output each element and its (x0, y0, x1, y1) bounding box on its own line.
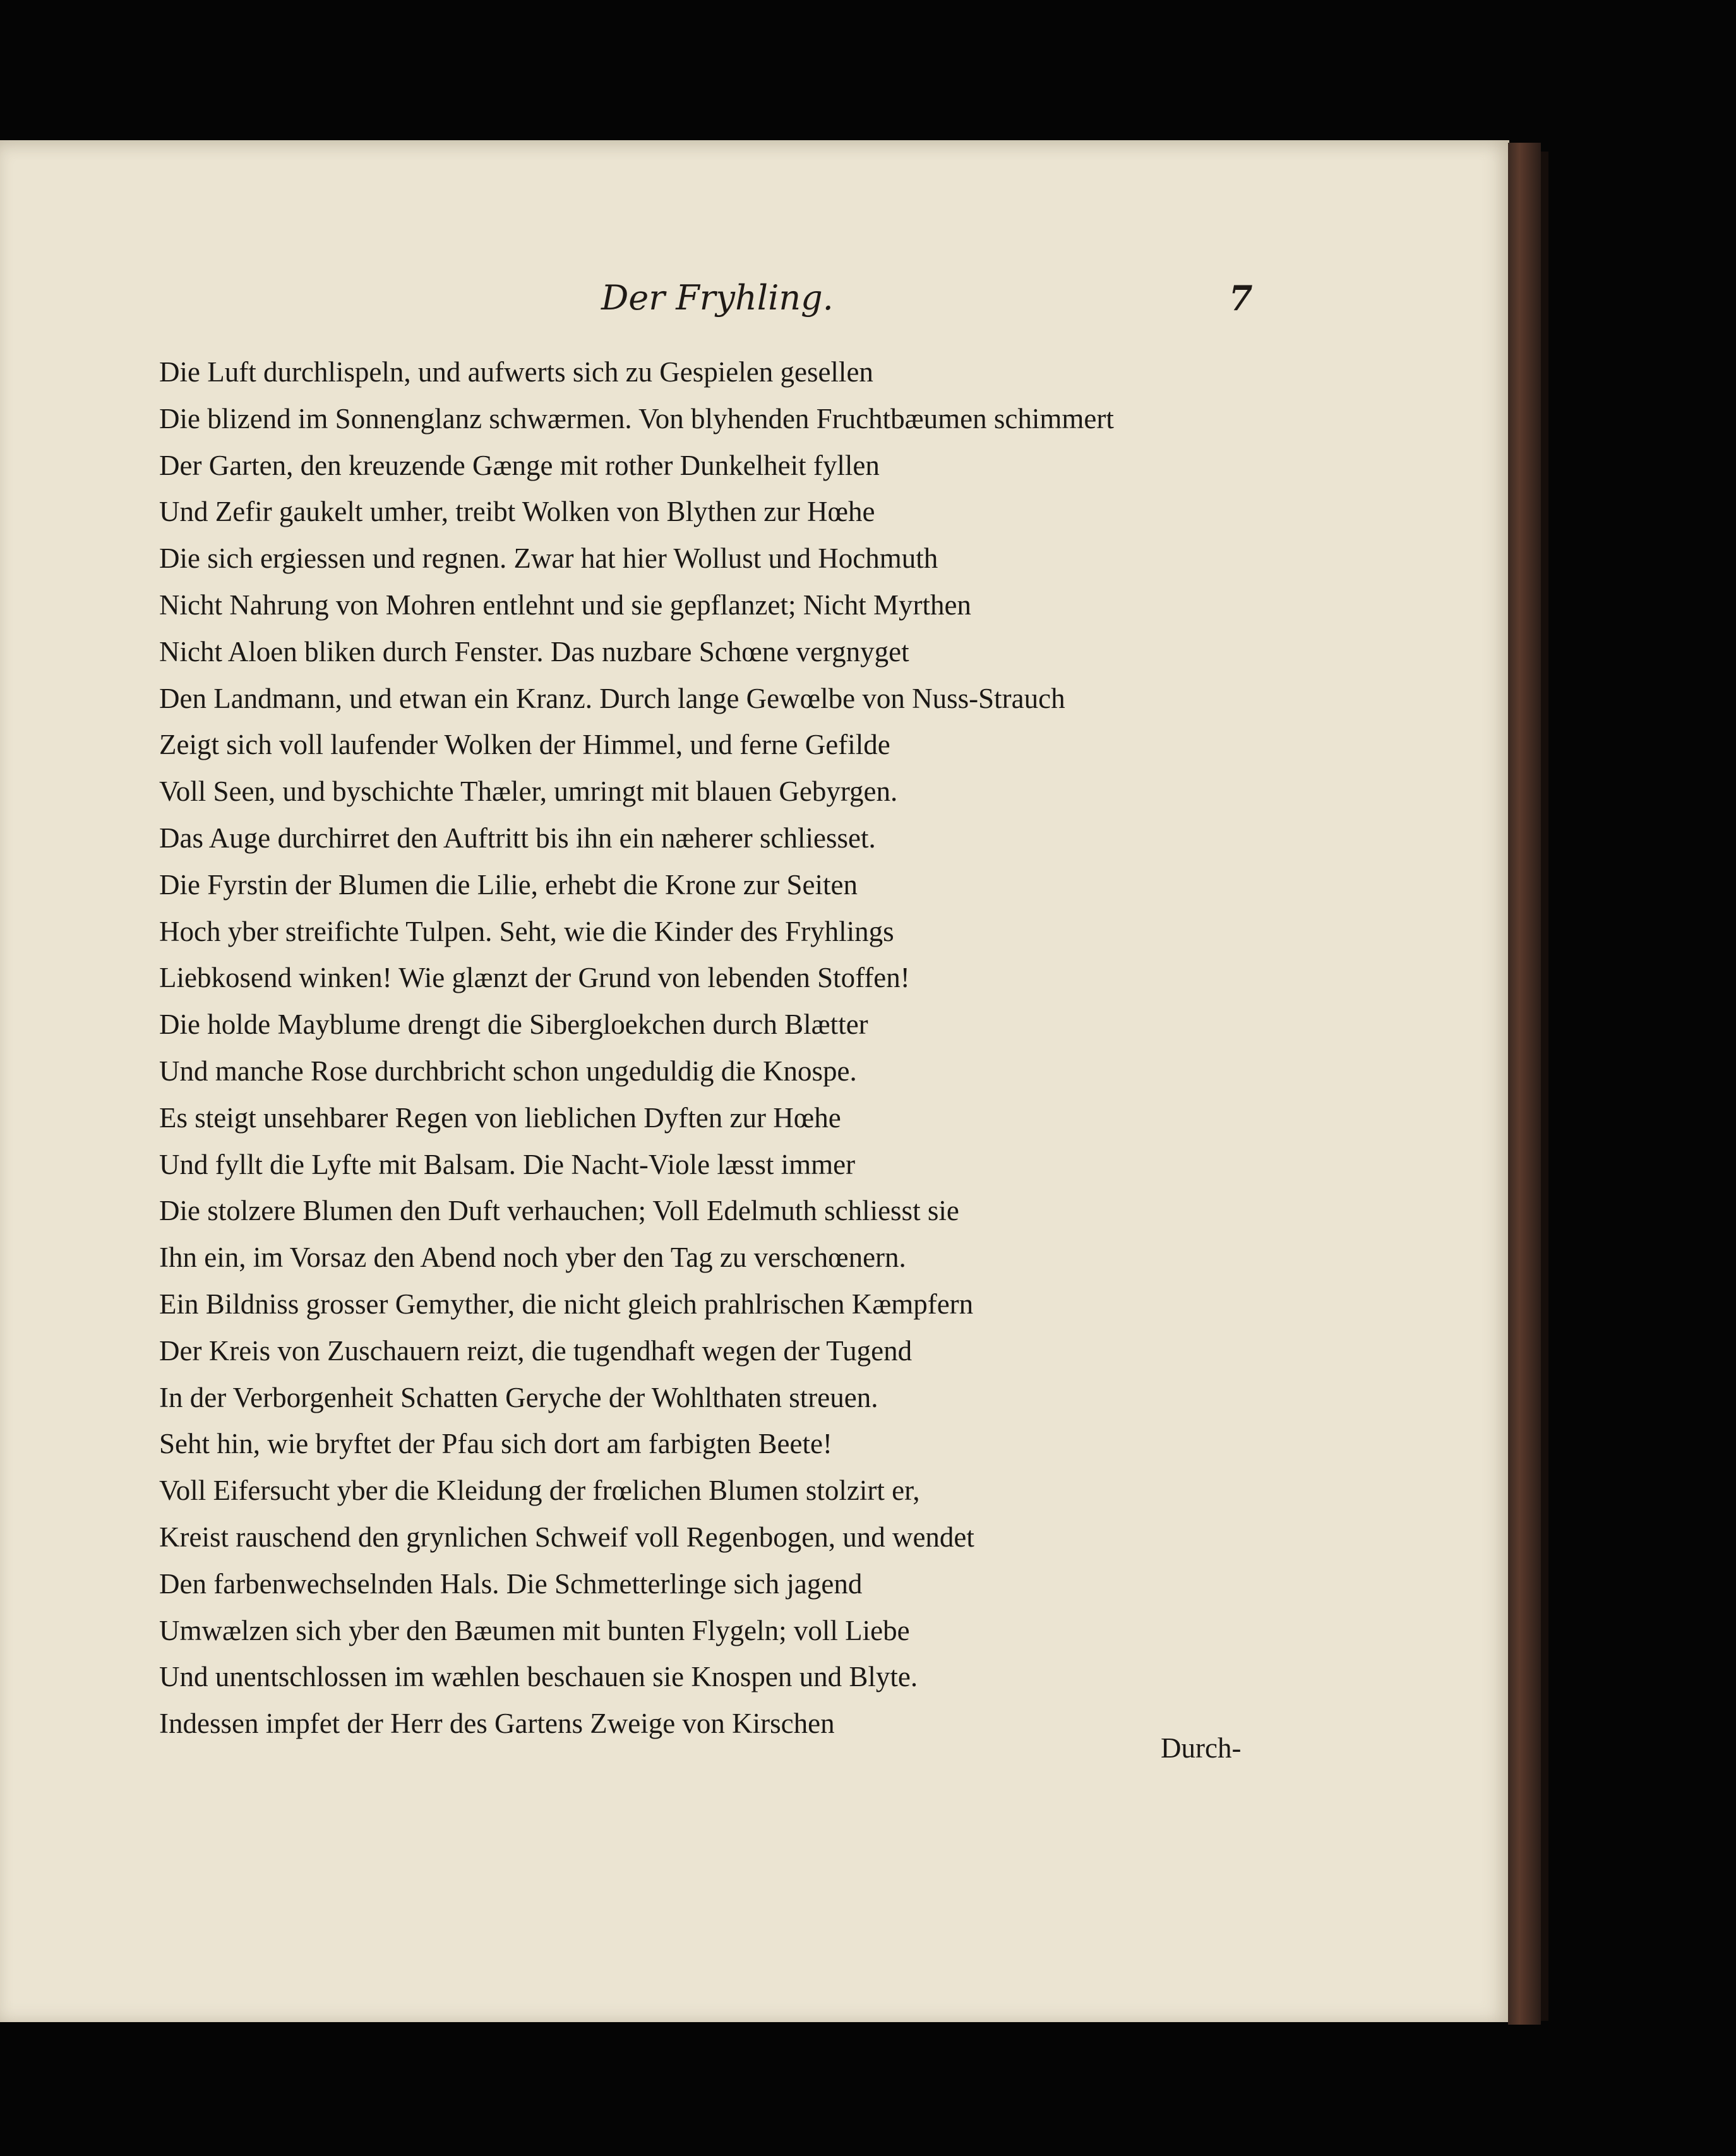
poem-text (159, 349, 1271, 1747)
verse-line: Die blizend im Sonnenglanz schwærmen. Von blyhenden Fruchtbæumen schimmert (159, 402, 1114, 434)
verse-line: Den farbenwechselnden Hals. Die Schmetterlinge sich jagend (159, 1567, 863, 1600)
verse-line: Umwælzen sich yber den Bæumen mit bunten Flygeln; voll Liebe (159, 1614, 910, 1646)
verse-line: Die holde Mayblume drengt die Sibergloekchen durch Blætter (159, 1009, 868, 1041)
verse-line: Kreist rauschend den grynlichen Schweif voll Regenbogen, und wendet (159, 1521, 974, 1553)
verse-line: Zeigt sich voll laufender Wolken der Himmel, und ferne Gefilde (159, 729, 890, 761)
verse-line: Indessen impfet der Herr des Gartens Zweige von Kirschen (159, 1708, 835, 1740)
verse-line: Die sich ergiessen und regnen. Zwar hat hier Wollust und Hochmuth (159, 542, 938, 575)
verse-line: Den Landmann, und etwan ein Kranz. Durch lange Gewœlbe von Nuss-Strauch (159, 682, 1065, 714)
verse-line: Die Luft durchlispeln, und aufwerts sich zu Gespielen gesellen (159, 356, 873, 388)
verse-line: Voll Seen, und byschichte Thæler, umringt mit blauen Gebyrgen. (159, 776, 898, 808)
verse-line: Liebkosend winken! Wie glænzt der Grund von lebenden Stoffen! (159, 962, 910, 994)
verse-line: Ein Bildniss grosser Gemyther, die nicht gleich prahlrischen Kæmpfern (159, 1288, 974, 1320)
verse-line: In der Verborgenheit Schatten Geryche der Wohlthaten streuen. (159, 1381, 878, 1413)
verse-line: Der Kreis von Zuschauern reizt, die tugendhaft wegen der Tugend (159, 1334, 913, 1367)
catchword: Durch- (1161, 1732, 1242, 1764)
verse-line: Der Garten, den kreuzende Gænge mit rother Dunkelheit fyllen (159, 449, 880, 481)
verse-line: Und manche Rose durchbricht schon ungeduldig die Knospe. (159, 1055, 857, 1087)
page-edge-shadow (1541, 152, 1548, 2021)
page-number: 7 (1229, 278, 1253, 318)
verse-line: Und Zefir gaukelt umher, treibt Wolken von Blythen zur Hœhe (159, 496, 875, 528)
verse-line: Und fyllt die Lyfte mit Balsam. Die Nacht-Viole læsst immer (159, 1148, 856, 1180)
verse-line: Nicht Nahrung von Mohren entlehnt und sie gepflanzet; Nicht Myrthen (159, 589, 971, 621)
verse-line: Seht hin, wie bryftet der Pfau sich dort am farbigten Beete! (159, 1428, 832, 1460)
verse-line: Es steigt unsehbarer Regen von lieblichen Dyften zur Hœhe (159, 1101, 841, 1134)
verse-line: Das Auge durchirret den Auftritt bis ihn ein næherer schliesset. (159, 822, 876, 854)
page-edge (1508, 143, 1541, 2025)
verse-line: Und unentschlossen im wæhlen beschauen sie Knospen und Blyte. (159, 1661, 918, 1693)
verse-line: Hoch yber streifichte Tulpen. Seht, wie die Kinder des Fryhlings (159, 915, 894, 947)
verse-line: Voll Eifersucht yber die Kleidung der frœlichen Blumen stolzirt er, (159, 1475, 920, 1507)
verse-line: Ihn ein, im Vorsaz den Abend noch yber den Tag zu verschœnern. (159, 1242, 906, 1274)
running-title: Der Fryhling. (601, 278, 834, 318)
verse-line: Die Fyrstin der Blumen die Lilie, erhebt die Krone zur Seiten (159, 868, 858, 901)
verse-line: Die stolzere Blumen den Duft verhauchen; Voll Edelmuth schliesst sie (159, 1195, 959, 1227)
verse-line: Nicht Aloen bliken durch Fenster. Das nuzbare Schœne vergnyget (159, 635, 909, 668)
